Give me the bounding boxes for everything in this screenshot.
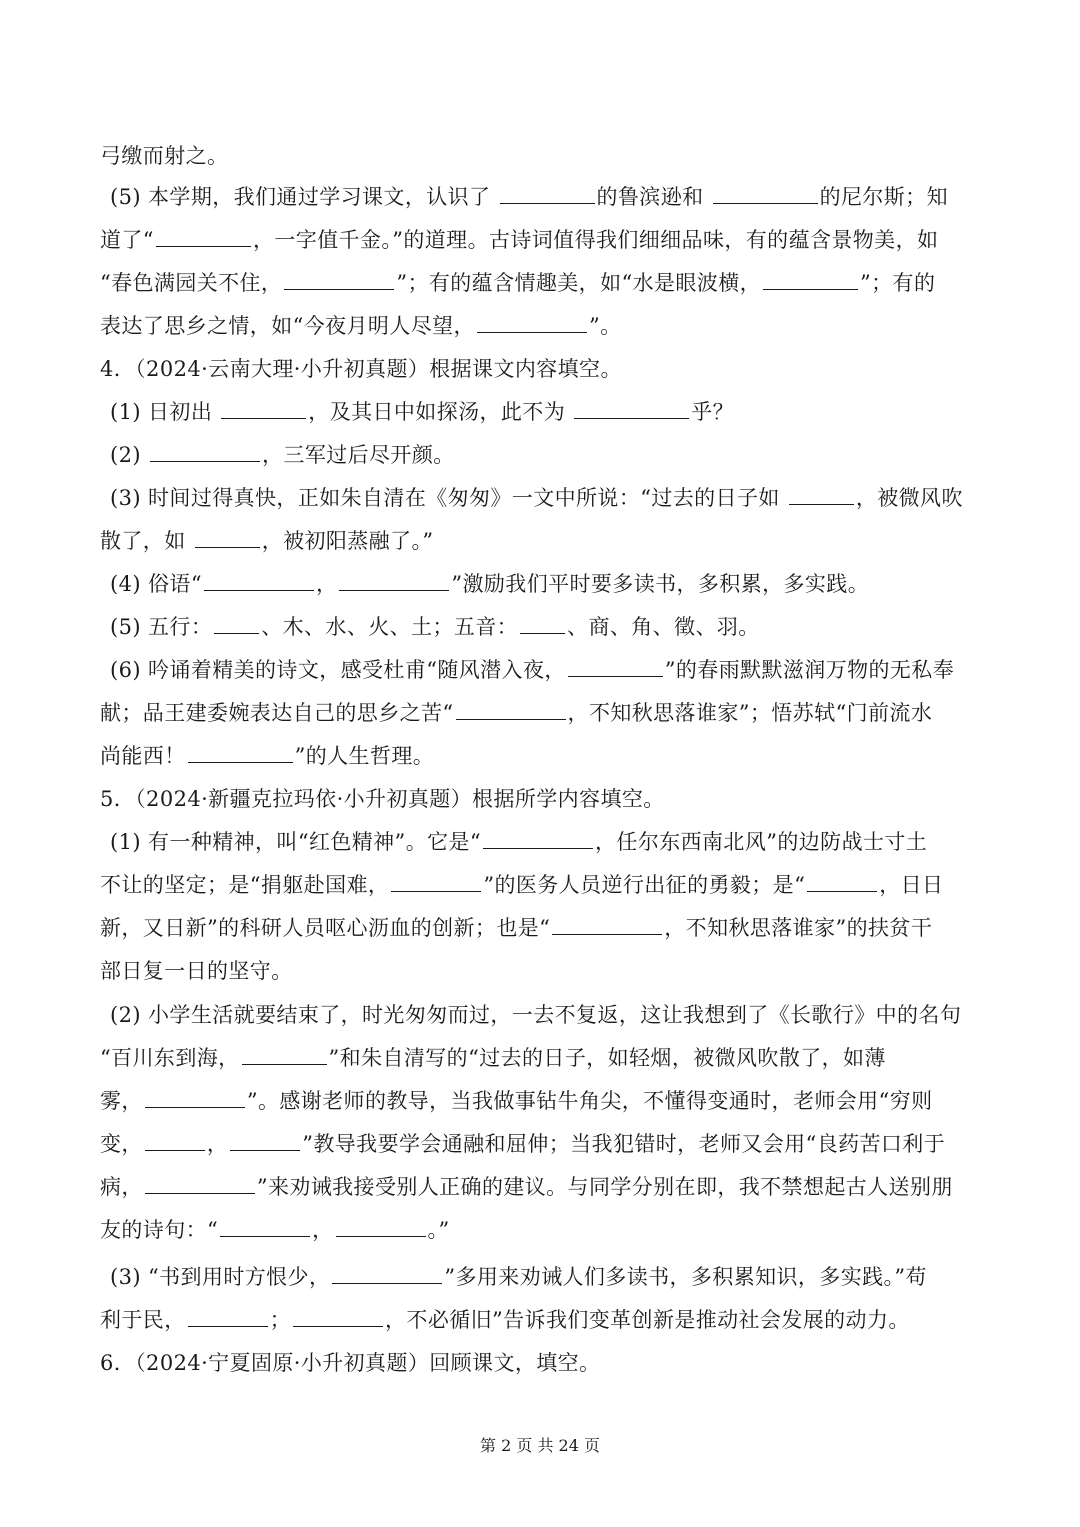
text-segment: ，被初阳蒸融了。” [261,529,434,553]
text-segment: 新，又日新”的科研人员呕心沥血的创新；也是“ [100,916,551,940]
text-line [110,1000,1000,1030]
text-segment: ，及其日中如探汤，此不为 [308,400,573,424]
fill-in-blank [195,527,260,548]
text-segment: 5．（2024·新疆克拉玛依·小升初真题）根据所学内容填空。 [100,787,665,811]
text-segment: (2) 小学生活就要结束了，时光匆匆而过，一去不复返，这让我想到了《长歌行》中的名句 [110,1003,962,1027]
text-line [110,1262,1000,1292]
fill-in-blank [789,484,854,505]
fill-in-blank [204,570,314,591]
text-segment: ”。 [588,314,622,338]
text-segment: ”多用来劝诫人们多读书，多积累知识，多实践。”苟 [444,1265,927,1289]
text-segment: (1) 有一种精神，叫“红色精神”。它是“ [110,830,482,854]
fill-in-blank [391,871,481,892]
fill-in-blank [145,1087,245,1108]
fill-in-blank [242,1044,327,1065]
text-line [100,1086,990,1116]
text-segment: ，日日 [879,873,944,897]
text-segment: ； [269,1308,292,1332]
text-segment: 散了，如 [100,529,193,553]
text-line [100,870,990,900]
fill-in-blank [339,570,449,591]
text-segment: ”激励我们平时要多读书，多积累，多实践。 [451,572,870,596]
fill-in-blank [483,828,593,849]
text-segment: ， [206,1132,229,1156]
fill-in-blank [188,1306,268,1327]
text-segment: “百川东到海， [100,1046,240,1070]
text-segment: 病， [100,1175,143,1199]
text-segment: ”的春雨默默滋润万物的无私奉 [664,658,955,682]
text-line [100,1129,990,1159]
fill-in-blank [156,226,251,247]
text-line [100,956,990,986]
text-segment: ，一字值千金。”的道理。古诗词值得我们细细品味，有的蕴含景物美，如 [252,228,939,252]
fill-in-blank [552,914,662,935]
text-segment: ，不知秋思落谁家”；悟苏轼“门前流水 [567,701,933,725]
fill-in-blank [188,742,293,763]
text-segment: ，不必循旧”告诉我们变革创新是推动社会发展的动力。 [385,1308,910,1332]
text-segment: ”；有的蕴含情趣美，如“水是眼波横， [396,271,762,295]
fill-in-blank [220,1216,310,1237]
text-line [100,741,990,771]
text-line [100,784,990,814]
text-segment: (1) 日初出 [110,400,220,424]
fill-in-blank [763,269,858,290]
text-segment: 尚能西！ [100,744,186,768]
text-line [100,526,990,556]
text-segment: 道了“ [100,228,154,252]
text-segment: 雾， [100,1089,143,1113]
text-line [100,268,990,298]
fill-in-blank [568,656,663,677]
fill-in-blank [214,613,259,634]
text-line [110,569,1000,599]
text-line [100,1172,990,1202]
text-segment: ”。感谢老师的教导，当我做事钻牛角尖，不懂得变通时，老师会用“穷则 [246,1089,933,1113]
text-segment: (3) “书到用时方恨少， [110,1265,331,1289]
text-line [110,483,1000,513]
text-line [100,225,990,255]
text-segment: 、木、水、火、土；五音： [261,615,519,639]
fill-in-blank [500,183,595,204]
text-segment: 表达了思乡之情，如“今夜月明人尽望， [100,314,475,338]
text-segment: ， [315,572,338,596]
text-segment: 。” [427,1218,450,1242]
text-segment: 友的诗句：“ [100,1218,219,1242]
text-segment: 变， [100,1132,143,1156]
text-segment: 不让的坚定；是“捐躯赴国难， [100,873,390,897]
text-line [110,440,1000,470]
text-segment: 弓缴而射之。 [100,144,229,168]
fill-in-blank [574,398,689,419]
text-line [100,311,990,341]
fill-in-blank [332,1263,442,1284]
text-line [110,612,1000,642]
fill-in-blank [520,613,565,634]
text-segment: ”来劝诫我接受别人正确的建议。与同学分别在即，我不禁想起古人送别朋 [256,1175,953,1199]
fill-in-blank [145,1173,255,1194]
text-line [100,1305,990,1335]
text-segment: ， [312,1218,334,1242]
fill-in-blank [713,183,818,204]
text-segment: ”的医务人员逆行出征的勇毅；是“ [483,873,806,897]
fill-in-blank [293,1306,383,1327]
text-segment: (6) 吟诵着精美的诗文，感受杜甫“随风潜入夜， [110,658,566,682]
text-segment: 4．（2024·云南大理·小升初真题）根据课文内容填空。 [100,357,622,381]
fill-in-blank [150,441,260,462]
text-segment: ，三军过后尽开颜。 [262,443,455,467]
page-footer: 第 2 页 共 24 页 [480,1436,600,1455]
fill-in-blank [477,312,587,333]
text-segment: ，任尔东西南北风”的边防战士寸土 [595,830,928,854]
fill-in-blank [336,1216,426,1237]
text-segment: “春色满园关不住， [100,271,283,295]
text-segment: 、商、角、徵、羽。 [567,615,760,639]
text-segment: ”和朱自清写的“过去的日子，如轻烟，被微风吹散了，如薄 [328,1046,886,1070]
fill-in-blank [284,269,394,290]
text-line [110,182,1000,212]
text-line [100,1215,990,1245]
text-segment: 的尼尔斯；知 [819,185,948,209]
text-segment: 的鲁滨逊和 [596,185,711,209]
text-segment: (2) [110,443,149,467]
fill-in-blank [456,699,566,720]
text-segment: 利于民， [100,1308,186,1332]
text-segment: 献；品王建委婉表达自己的思乡之苦“ [100,701,454,725]
text-segment: (5) 本学期，我们通过学习课文，认识了 [110,185,498,209]
text-line [100,698,990,728]
text-segment: ”；有的 [860,271,936,295]
fill-in-blank [145,1130,205,1151]
text-segment: ，不知秋思落谁家”的扶贫干 [664,916,933,940]
text-segment: 部日复一日的坚守。 [100,959,293,983]
text-segment: (5) 五行： [110,615,213,639]
text-line [100,1043,990,1073]
text-segment: (4) 俗语“ [110,572,202,596]
text-line [110,827,1000,857]
text-line [100,1348,990,1378]
text-line [100,354,990,384]
text-segment: ，被微风吹 [855,486,963,510]
text-segment: 6．（2024·宁夏固原·小升初真题）回顾课文，填空。 [100,1351,601,1375]
text-line [110,655,1000,685]
fill-in-blank [230,1130,300,1151]
text-segment: (3) 时间过得真快，正如朱自清在《匆匆》一文中所说：“过去的日子如 [110,486,787,510]
fill-in-blank [221,398,306,419]
fill-in-blank [807,871,877,892]
text-segment: 乎？ [691,400,734,424]
text-line [100,913,990,943]
text-line [110,397,1000,427]
text-segment: ”的人生哲理。 [294,744,435,768]
text-segment: ”教导我要学会通融和屈伸；当我犯错时，老师又会用“良药苦口利于 [302,1132,946,1156]
text-line [100,141,990,171]
